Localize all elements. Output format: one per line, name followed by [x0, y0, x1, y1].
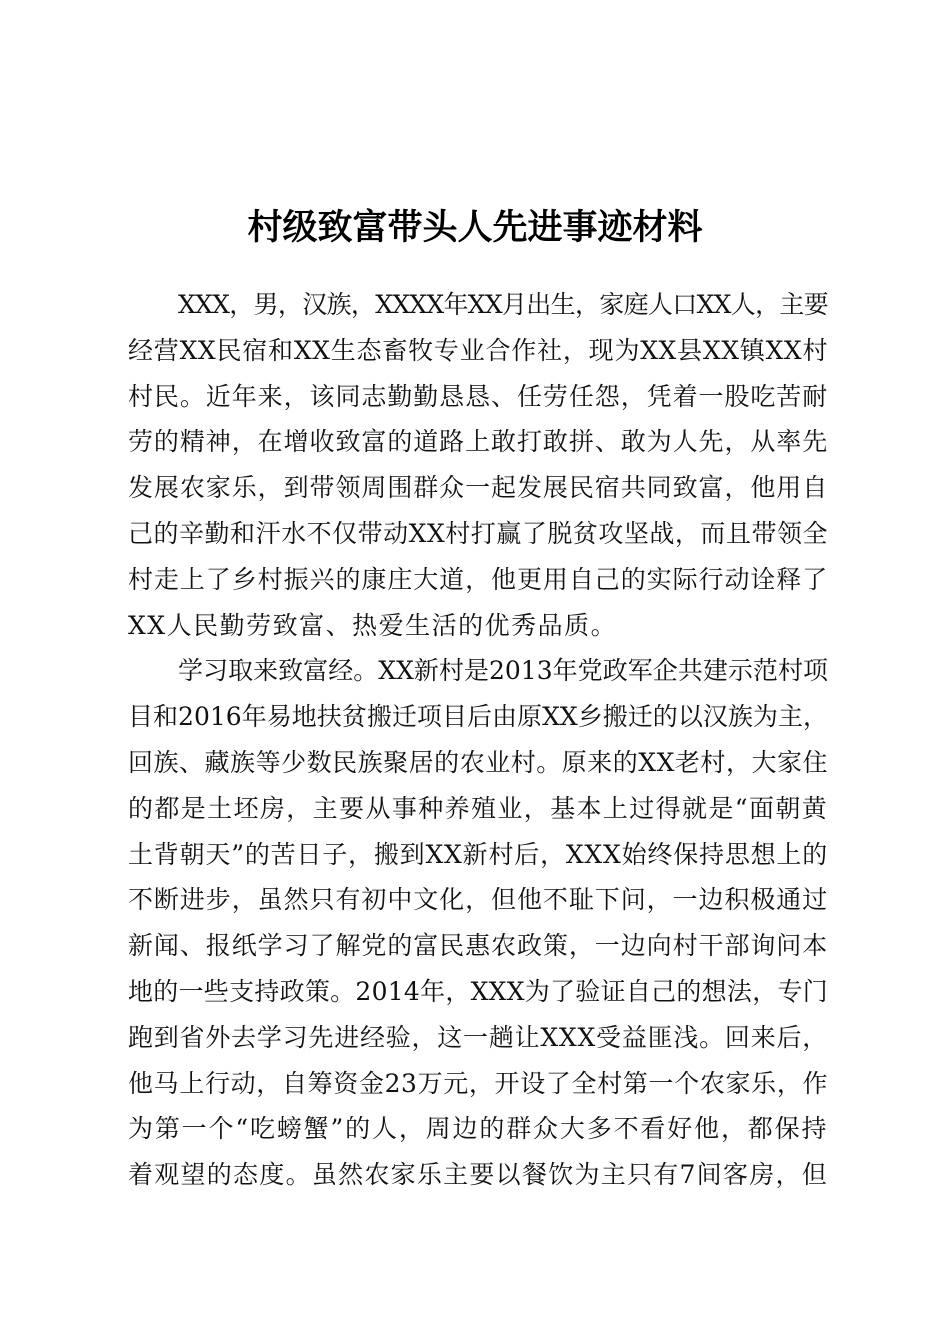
text-line: 劳的精神，在增收致富的道路上敢打敢拼、敢为人先，从率先 — [128, 427, 828, 457]
text-line: 己的辛勤和汗水不仅带动XX村打赢了脱贫攻坚战，而且带领全 — [128, 518, 828, 548]
text-line: 新闻、报纸学习了解党的富民惠农政策，一边向村干部询问本 — [128, 931, 828, 961]
text-line: 发展农家乐，到带领周围群众一起发展民宿共同致富，他用自 — [128, 473, 828, 503]
document-body — [128, 282, 828, 1198]
text-line: 地的一些支持政策。2014年，XXX为了验证自己的想法，专门 — [128, 976, 828, 1006]
text-line: 的都是土坯房，主要从事种养殖业，基本上过得就是“面朝黄 — [128, 793, 828, 823]
text-line: 回族、藏族等少数民族聚居的农业村。原来的XX老村，大家住 — [128, 747, 828, 777]
text-line: 着观望的态度。虽然农家乐主要以餐饮为主只有7间客房，但 — [128, 1160, 828, 1190]
text-line: 不断进步，虽然只有初中文化，但他不耻下问，一边积极通过 — [128, 885, 828, 915]
text-line: XXX，男，汉族，XXXX年XX月出生，家庭人口XX人，主要 — [178, 290, 828, 319]
document-title: 村级致富带头人先进事迹材料 — [247, 207, 703, 248]
text-line: 他马上行动，自筹资金23万元，开设了全村第一个农家乐，作 — [128, 1068, 828, 1098]
text-line: 村民。近年来，该同志勤勤恳恳、任劳任怨，凭着一股吃苦耐 — [128, 381, 828, 411]
text-line: 为第一个“吃螃蟹”的人，周边的群众大多不看好他，都保持 — [128, 1114, 828, 1144]
text-line: XX人民勤劳致富、热爱生活的优秀品质。 — [128, 610, 618, 640]
text-line: 土背朝天”的苦日子，搬到XX新村后，XXX始终保持思想上的 — [128, 839, 828, 869]
text-line: 学习取来致富经。XX新村是2013年党政军企共建示范村项 — [178, 656, 828, 686]
text-line: 目和2016年易地扶贫搬迁项目后由原XX乡搬迁的以汉族为主， — [128, 702, 828, 732]
text-line: 经营XX民宿和XX生态畜牧专业合作社，现为XX县XX镇XX村 — [128, 335, 828, 365]
text-line: 村走上了乡村振兴的康庄大道，他更用自己的实际行动诠释了 — [128, 564, 828, 594]
text-line: 跑到省外去学习先进经验，这一趟让XXX受益匪浅。回来后， — [128, 1022, 828, 1052]
